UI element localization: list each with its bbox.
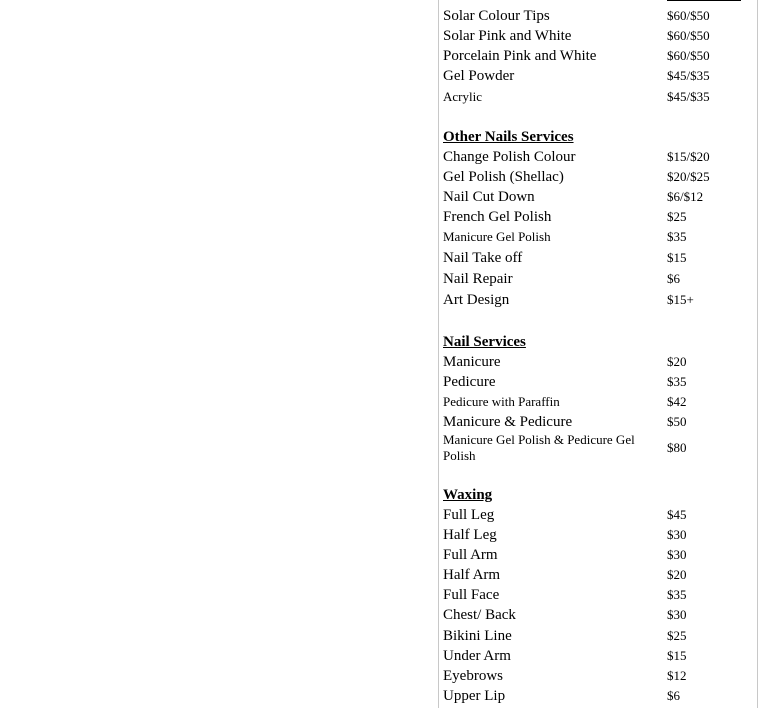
service-name: Solar Pink and White <box>443 28 572 44</box>
list-item <box>443 587 753 603</box>
service-name: Nail Cut Down <box>443 189 535 205</box>
service-price: $60/$50 <box>667 48 710 63</box>
service-name: Nail Take off <box>443 250 523 266</box>
service-name: Half Arm <box>443 567 501 583</box>
list-item <box>443 688 753 704</box>
list-item <box>443 668 753 684</box>
service-price: $6 <box>667 271 680 286</box>
service-price: $50 <box>667 414 687 429</box>
service-price: $15+ <box>667 292 694 307</box>
list-item <box>443 628 753 644</box>
list-item <box>443 607 753 623</box>
service-name: Gel Polish (Shellac) <box>443 169 564 185</box>
service-name: Pedicure with Paraffin <box>443 394 560 409</box>
list-item <box>443 28 753 44</box>
service-price: $30 <box>667 547 687 562</box>
service-price: $6 <box>667 688 680 703</box>
list-item <box>443 292 753 308</box>
service-price: $80 <box>667 440 687 455</box>
service-price: $25 <box>667 628 687 643</box>
service-price: $20 <box>667 567 687 582</box>
service-name: Half Leg <box>443 527 497 543</box>
service-price: $30 <box>667 607 687 622</box>
service-price: $42 <box>667 394 687 409</box>
list-item <box>443 89 753 105</box>
service-price: $45/$35 <box>667 68 710 83</box>
list-item <box>443 271 753 287</box>
service-name: Pedicure <box>443 374 496 390</box>
list-item <box>443 648 753 664</box>
list-item <box>443 527 753 543</box>
service-price: $15/$20 <box>667 149 710 164</box>
service-name: Porcelain Pink and White <box>443 48 597 64</box>
service-price: $20/$25 <box>667 169 710 184</box>
service-price: $35 <box>667 229 687 244</box>
list-item <box>443 354 753 370</box>
service-name: Full Leg <box>443 507 495 523</box>
list-item <box>443 432 753 464</box>
list-item <box>443 229 753 245</box>
service-price: $45 <box>667 507 687 522</box>
service-price: $60/$50 <box>667 8 710 23</box>
section-heading-waxing: Waxing <box>443 487 493 503</box>
service-name: Bikini Line <box>443 628 512 644</box>
service-price: $6/$12 <box>667 189 704 204</box>
service-name: Change Polish Colour <box>443 149 576 165</box>
list-item <box>443 8 753 24</box>
list-item <box>443 209 753 225</box>
list-item <box>443 250 753 266</box>
list-item <box>443 48 753 64</box>
service-name: Full Arm <box>443 547 498 563</box>
list-item <box>443 169 753 185</box>
service-name: Chest/ Back <box>443 607 516 623</box>
service-name: Full Face <box>443 587 500 603</box>
service-name: Under Arm <box>443 648 511 664</box>
service-name: Nail Repair <box>443 271 513 287</box>
service-name: Manicure Gel Polish & Pedicure Gel Polish <box>443 432 635 463</box>
section-heading-other-nails-services: Other Nails Services <box>443 129 574 145</box>
list-item <box>443 547 753 563</box>
service-name: Eyebrows <box>443 668 503 684</box>
service-name: Manicure & Pedicure <box>443 414 573 430</box>
list-item <box>443 414 753 430</box>
list-item <box>443 394 753 410</box>
section-heading-nail-services: Nail Services <box>443 334 526 350</box>
service-name: Acrylic <box>443 89 482 104</box>
service-name: Gel Powder <box>443 68 515 84</box>
service-price: $35 <box>667 374 687 389</box>
service-price: $12 <box>667 668 687 683</box>
service-price: $20 <box>667 354 687 369</box>
service-name: Upper Lip <box>443 688 506 704</box>
list-item <box>443 507 753 523</box>
service-name: French Gel Polish <box>443 209 552 225</box>
service-price: $60/$50 <box>667 28 710 43</box>
clipped-header-underline <box>667 0 741 1</box>
service-name: Manicure Gel Polish <box>443 229 551 244</box>
service-price: $25 <box>667 209 687 224</box>
service-name: Solar Colour Tips <box>443 8 550 24</box>
service-price: $15 <box>667 648 687 663</box>
service-name: Art Design <box>443 292 510 308</box>
service-price: $15 <box>667 250 687 265</box>
list-item <box>443 189 753 205</box>
service-name: Manicure <box>443 354 501 370</box>
service-price: $30 <box>667 527 687 542</box>
list-item <box>443 374 753 390</box>
list-item <box>443 149 753 165</box>
list-item <box>443 567 753 583</box>
service-price: $45/$35 <box>667 89 710 104</box>
service-price: $35 <box>667 587 687 602</box>
list-item <box>443 68 753 84</box>
